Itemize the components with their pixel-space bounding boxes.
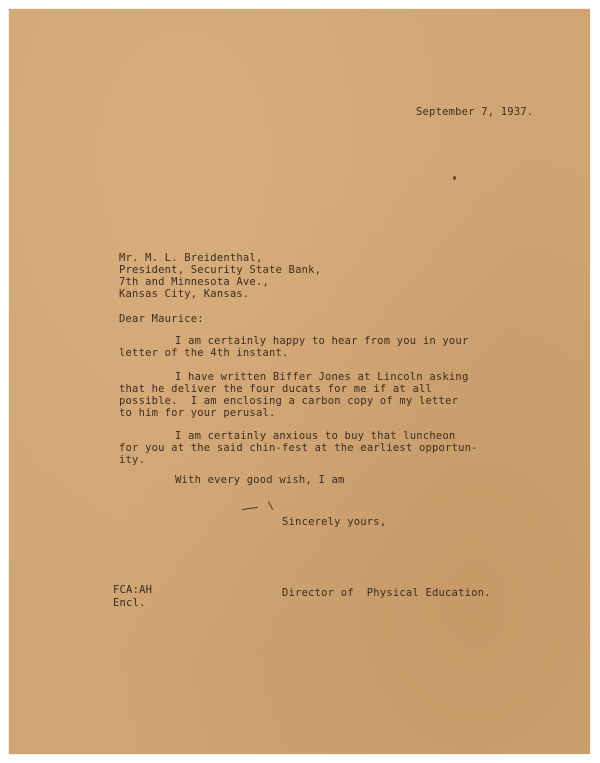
letter-date: September 7, 1937.: [416, 106, 534, 118]
paragraph-line: that he deliver the four ducats for me if at all: [119, 383, 433, 395]
address-line: 7th and Minnesota Ave.,: [119, 276, 269, 288]
complimentary-close: Sincerely yours,: [282, 516, 387, 528]
reference-initials: FCA:AH: [113, 584, 153, 596]
good-wish-line: With every good wish, I am: [175, 474, 345, 486]
ink-spot: [453, 176, 456, 180]
signature-mark: [268, 501, 273, 509]
signature-mark: [242, 507, 258, 510]
enclosure-note: Encl.: [113, 597, 146, 609]
paragraph-line: I have written Biffer Jones at Lincoln asking: [175, 371, 469, 383]
address-line: Kansas City, Kansas.: [119, 288, 250, 300]
address-line: President, Security State Bank,: [119, 264, 322, 276]
paragraph-line: ity.: [119, 454, 146, 466]
paragraph-line: I am certainly happy to hear from you in your: [175, 335, 469, 347]
salutation: Dear Maurice:: [119, 313, 204, 325]
paragraph-line: I am certainly anxious to buy that luncheon: [175, 430, 456, 442]
paragraph-line: for you at the said chin-fest at the earliest opportun-: [119, 442, 478, 454]
address-line: Mr. M. L. Breidenthal,: [119, 252, 263, 264]
paragraph-line: to him for your perusal.: [119, 407, 276, 419]
paragraph-line: possible. I am enclosing a carbon copy of my letter: [119, 395, 459, 407]
signature-title: Director of Physical Education.: [282, 587, 491, 599]
paragraph-line: letter of the 4th instant.: [119, 347, 289, 359]
